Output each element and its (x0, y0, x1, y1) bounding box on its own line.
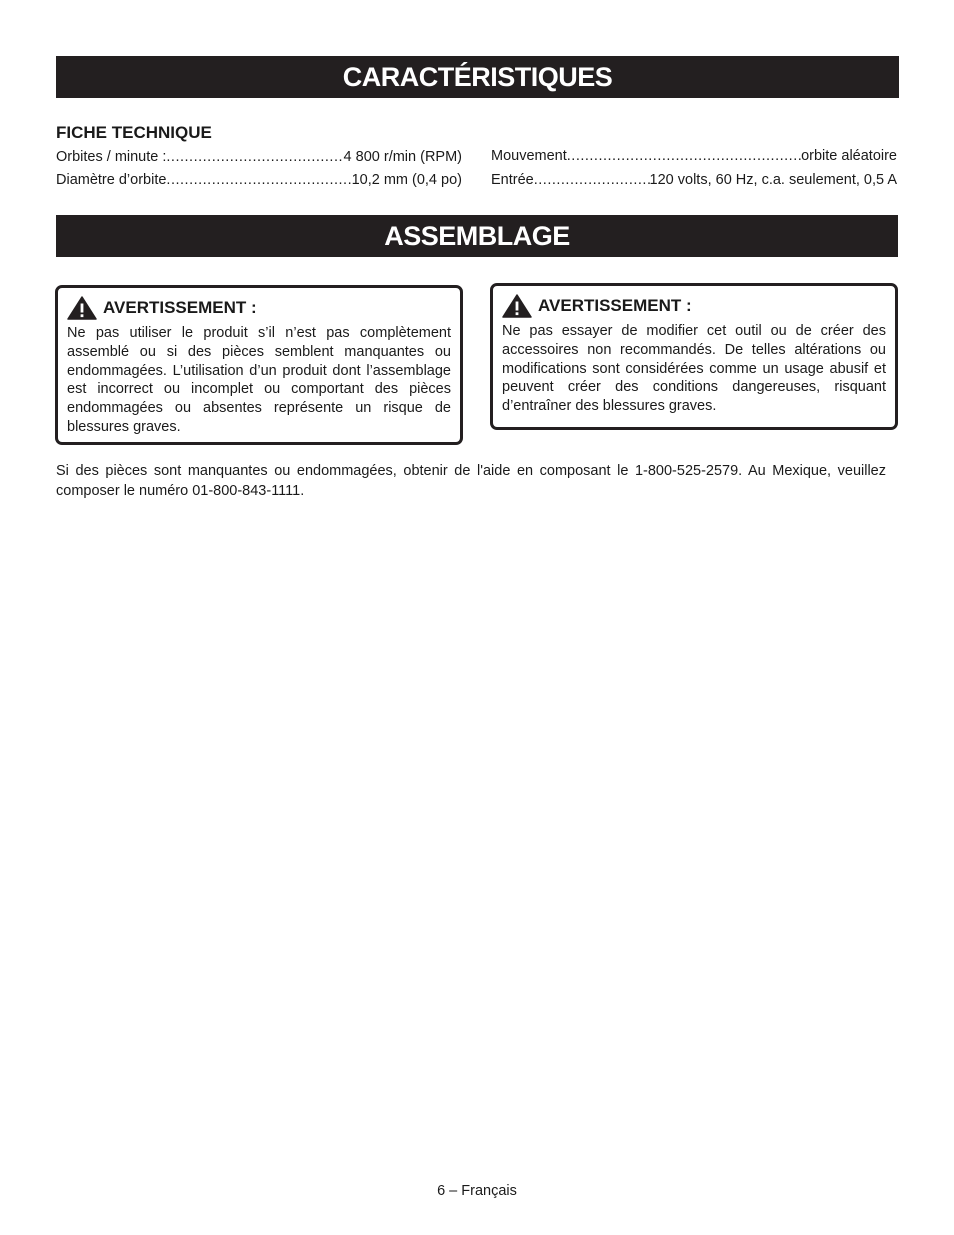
spec-sheet-heading: FICHE TECHNIQUE (56, 123, 212, 142)
warning-text: Ne pas essayer de modifier cet outil ou de créer des accessoires non recommandés. De telles altérations ou modifications sont considérées comme un usage abusif et peuvent créer des conditions dangereuses, risquant d’entraîner des blessures graves. (502, 323, 886, 415)
spec-value: orbite aléatoire (801, 148, 897, 164)
warning-title: AVERTISSEMENT : (103, 298, 257, 317)
spec-label: Mouvement (491, 148, 567, 164)
spec-row-orbit-diameter (56, 172, 462, 188)
spec-row-orbits (56, 149, 462, 165)
warning-triangle-icon (67, 296, 97, 320)
spec-value: 4 800 r/min (RPM) (343, 149, 462, 165)
warning-triangle-icon (502, 294, 532, 318)
leader-dots (567, 148, 801, 164)
spec-row-motion (491, 148, 897, 164)
warning-header (67, 296, 451, 320)
spec-value: 10,2 mm (0,4 po) (351, 172, 462, 188)
spec-value: 120 volts, 60 Hz, c.a. seulement, 0,5 A (649, 172, 897, 188)
page-footer: 6 – Français (437, 1183, 517, 1199)
spec-label: Entrée (491, 172, 534, 188)
warning-title: AVERTISSEMENT : (538, 296, 692, 315)
warning-box-modification (490, 283, 898, 430)
missing-parts-paragraph: Si des pièces sont manquantes ou endommagées, obtenir de l'aide en composant le 1-800-525-2579. Au Mexique, veuillez composer le numéro 01-800-843-1111. (56, 463, 886, 499)
leader-dots (166, 149, 343, 165)
leader-dots (534, 172, 650, 188)
section-title-specifications: CARACTÉRISTIQUES (56, 56, 899, 98)
warning-text: Ne pas utiliser le produit s’il n’est pas complètement assemblé ou si des pièces semblent manquantes ou endommagées. L’utilisation d’un produit dont l’assemblage est incorrect ou incomplet ou comportant des pièces endommagées ou absentes représente un risque de blessures graves. (67, 325, 451, 435)
spec-label: Diamètre d’orbite (56, 172, 167, 188)
leader-dots (166, 172, 351, 188)
warning-header (502, 294, 886, 318)
spec-row-input (491, 172, 897, 188)
spec-label: Orbites / minute : (56, 149, 167, 165)
warning-box-assembly (55, 285, 463, 445)
section-title-assembly: ASSEMBLAGE (56, 215, 898, 257)
